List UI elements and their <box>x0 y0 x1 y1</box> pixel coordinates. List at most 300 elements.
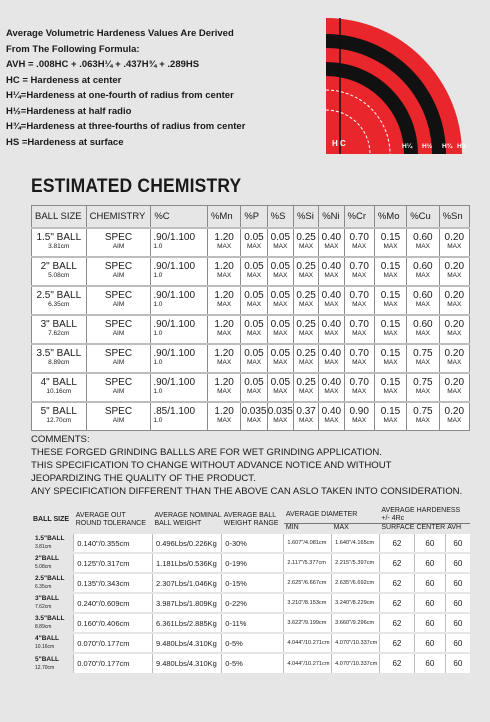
spec-weight: 0.496Lbs/0.226Kg <box>152 533 221 553</box>
cell-value: 0.05 <box>244 232 264 243</box>
cell-value: .90/1.100 <box>153 377 196 388</box>
cell-subvalue: 3.81cm <box>48 243 70 250</box>
cell-subvalue: MAX <box>246 388 262 395</box>
chemistry-row <box>32 344 470 373</box>
spec-min: 1.607"/4.081cm <box>284 533 332 553</box>
col-header: %Mn <box>207 206 240 228</box>
cell-value: 3.5" BALL <box>36 348 82 359</box>
cell-value: .90/1.100 <box>153 348 196 359</box>
cell-value: SPEC <box>104 319 133 330</box>
cell-value: 0.05 <box>270 377 291 388</box>
spec-tolerance: 0.240"/0.609cm <box>74 593 153 613</box>
spec-ball-size-mm: 3.81cm <box>35 544 52 550</box>
cell-value: 0.25 <box>296 377 316 388</box>
cell-subvalue: 1.0 <box>153 388 163 395</box>
spec-ball-size: 3"BALL <box>35 595 60 602</box>
formula-line: Average Volumetric Hardeness Values Are Derived <box>6 28 234 39</box>
cell-value: .90/1.100 <box>153 290 196 301</box>
spec-row <box>31 573 470 593</box>
spec-range: 0-22% <box>222 593 284 613</box>
cell-value: 0.05 <box>270 290 291 301</box>
cell-value: 0.05 <box>244 261 264 272</box>
cell-value: SPEC <box>104 348 133 359</box>
spec-ball-size: 4"BALL <box>35 635 60 642</box>
cell-value: .90/1.100 <box>153 261 196 272</box>
cell-value: 0.70 <box>349 377 369 388</box>
cell-value: 0.40 <box>321 406 342 418</box>
cell-value: SPEC <box>104 261 133 272</box>
cell-subvalue: MAX <box>246 417 262 425</box>
spec-header-min: MIN <box>284 524 332 534</box>
cell-value: 0.15 <box>380 290 401 301</box>
spec-range: 0-30% <box>222 533 284 553</box>
spec-avh: 60 <box>445 653 470 673</box>
formula-line: From The Following Formula: <box>6 43 140 55</box>
spec-avh: 60 <box>445 613 470 633</box>
col-header: %Sn <box>439 206 469 228</box>
spec-surface: 62 <box>379 573 414 593</box>
cell-value: 1.20 <box>214 348 234 359</box>
formula-block <box>6 26 326 150</box>
cell-subvalue: MAX <box>217 243 232 250</box>
col-header: %C <box>151 206 208 228</box>
cell-subvalue: 10.16cm <box>46 388 72 395</box>
spec-row <box>31 633 470 653</box>
spec-tolerance: 0.070"/0.177cm <box>74 633 153 653</box>
cell-subvalue: MAX <box>352 330 367 337</box>
spec-min: 4.044"/10.271cm <box>284 633 332 653</box>
col-header: %Mo <box>374 206 406 228</box>
cell-subvalue: 1.0 <box>153 301 163 308</box>
cell-subvalue: MAX <box>324 243 339 250</box>
spec-min: 3.210"/8.153cm <box>284 593 332 613</box>
cell-subvalue: MAX <box>352 388 367 395</box>
cell-value: 0.05 <box>244 290 264 301</box>
chemistry-header-row <box>32 206 470 228</box>
cell-subvalue: MAX <box>324 417 339 425</box>
cell-value: 0.20 <box>444 290 465 301</box>
spec-weight: 2.307Lbs/1.046Kg <box>152 573 221 593</box>
cell-value: 0.035 <box>267 406 293 418</box>
spec-max: 3.240"/8.229cm <box>332 593 380 613</box>
cell-subvalue: MAX <box>324 301 339 308</box>
cell-subvalue: MAX <box>246 301 262 308</box>
comment-line: ANY SPECIFICATION DIFFERENT THAN THE ABOVE CAN ASLO TAKEN INTO CONSIDERATION. <box>31 486 463 497</box>
cell-subvalue: 1.0 <box>153 417 163 425</box>
spec-header-row <box>31 507 470 524</box>
cell-subvalue: MAX <box>352 301 367 308</box>
col-header: %Cu <box>407 206 439 228</box>
spec-avh: 60 <box>445 573 470 593</box>
cell-subvalue: MAX <box>383 388 398 395</box>
spec-header-hardness: AVERAGE HARDENESS +/- 4Rc <box>379 507 470 524</box>
cell-subvalue: MAX <box>299 417 314 425</box>
cell-subvalue: AIM <box>112 417 125 425</box>
spec-avh: 60 <box>445 553 470 573</box>
cell-value: 0.40 <box>321 261 342 272</box>
spec-surface: 62 <box>379 593 414 613</box>
cell-value: 2.5" BALL <box>36 290 82 301</box>
cell-value: 0.25 <box>296 319 316 330</box>
cell-value: 0.15 <box>380 348 401 359</box>
cell-value: 0.15 <box>380 377 401 388</box>
spec-center: 60 <box>414 653 445 673</box>
spec-avh: 60 <box>445 633 470 653</box>
spec-avh: 60 <box>445 533 470 553</box>
cell-value: 4" BALL <box>40 377 77 388</box>
cell-value: .90/1.100 <box>153 232 196 243</box>
cell-value: 0.75 <box>413 406 433 418</box>
cell-value: 0.05 <box>270 261 291 272</box>
spec-weight: 9.480Lbs/4.310Kg <box>152 633 221 653</box>
cell-value: 0.25 <box>296 261 316 272</box>
cell-subvalue: MAX <box>447 330 462 337</box>
cell-subvalue: MAX <box>273 388 288 395</box>
spec-ball-size-mm: 12.70cm <box>35 664 55 671</box>
comments-block <box>31 433 481 498</box>
spec-ball-size: 5"BALL <box>35 655 60 663</box>
spec-center: 60 <box>414 613 445 633</box>
formula-line: H¼=Hardeness at one-fourth of radius from center <box>6 90 234 101</box>
cell-value: 0.75 <box>413 348 433 359</box>
spec-header-center: CENTER <box>416 524 446 531</box>
spec-row <box>31 533 470 553</box>
comments-heading: COMMENTS: <box>31 434 90 445</box>
hardness-quarter-circle <box>326 18 486 154</box>
label-hs: HS <box>457 143 467 150</box>
spec-tolerance: 0.140"/0.355cm <box>74 533 153 553</box>
cell-value: 0.40 <box>321 377 342 388</box>
col-header: CHEMISTRY <box>86 206 151 228</box>
cell-value: 0.05 <box>244 377 264 388</box>
cell-subvalue: AIM <box>112 359 125 366</box>
cell-value: 0.70 <box>349 319 369 330</box>
cell-subvalue: MAX <box>415 330 430 337</box>
cell-subvalue: MAX <box>415 301 430 308</box>
spec-weight: 3.987Lbs/1.809Kg <box>152 593 221 613</box>
formula-line: HC = Hardeness at center <box>6 74 122 86</box>
cell-subvalue: 12.70cm <box>46 417 72 425</box>
spec-ball-size-mm: 5.08cm <box>35 564 52 570</box>
cell-value: 3" BALL <box>40 319 77 330</box>
cell-subvalue: 6.35cm <box>48 301 70 308</box>
spec-weight: 6.361Lbs/2.885Kg <box>152 613 221 633</box>
spec-min: 2.117"/5.377cm <box>284 553 332 573</box>
cell-value: 0.60 <box>413 232 433 243</box>
spec-max: 1.640"/4.165cm <box>332 533 380 553</box>
cell-subvalue: MAX <box>299 388 314 395</box>
cell-subvalue: MAX <box>273 417 288 425</box>
cell-subvalue: MAX <box>415 417 430 425</box>
spec-range: 0-5% <box>222 653 284 673</box>
cell-value: 0.60 <box>413 261 433 272</box>
cell-value: 1.20 <box>214 319 234 330</box>
cell-subvalue: MAX <box>324 388 339 395</box>
spec-ball-size-mm: 6.35cm <box>35 584 52 590</box>
spec-avh: 60 <box>445 593 470 613</box>
cell-subvalue: MAX <box>447 243 462 250</box>
cell-value: 0.25 <box>296 348 316 359</box>
chemistry-row <box>32 286 470 315</box>
cell-value: 0.70 <box>349 261 369 272</box>
comment-line: JEOPARDIZING THE QUALITY OF THE PRODUCT. <box>31 473 256 484</box>
spec-max: 4.070"/10.337cm <box>332 633 380 653</box>
label-h12: H½ <box>422 143 433 150</box>
cell-subvalue: MAX <box>217 301 232 308</box>
spec-ball-size: 1.5"BALL <box>35 535 65 542</box>
chemistry-row <box>32 402 470 431</box>
spec-range: 0-15% <box>222 573 284 593</box>
cell-value: SPEC <box>104 290 133 301</box>
spec-row <box>31 653 470 673</box>
spec-center: 60 <box>414 593 445 613</box>
cell-value: 0.20 <box>444 232 465 243</box>
cell-subvalue: 1.0 <box>153 243 163 250</box>
cell-value: 1.20 <box>214 377 234 388</box>
cell-value: 1.5" BALL <box>36 232 82 243</box>
spec-surface: 62 <box>379 613 414 633</box>
cell-value: 0.05 <box>270 348 291 359</box>
cell-subvalue: MAX <box>273 301 288 308</box>
cell-value: 0.035 <box>241 406 267 418</box>
spec-weight: 9.480Lbs/4.310Kg <box>152 653 221 673</box>
cell-subvalue: AIM <box>112 330 125 337</box>
cell-subvalue: 7.62cm <box>48 330 70 337</box>
formula-line: HS =Hardeness at surface <box>6 136 124 148</box>
cell-value: 0.25 <box>296 232 316 243</box>
col-header: BALL SIZE <box>32 206 87 228</box>
spec-ball-size: 2"BALL <box>35 555 60 562</box>
chemistry-row <box>32 257 470 286</box>
spec-surface: 62 <box>379 633 414 653</box>
chemistry-row <box>32 315 470 344</box>
cell-value: 0.05 <box>270 232 291 243</box>
cell-value: 1.20 <box>214 290 234 301</box>
cell-value: .90/1.100 <box>153 319 196 330</box>
cell-subvalue: MAX <box>246 330 262 337</box>
cell-subvalue: MAX <box>217 388 232 395</box>
cell-subvalue: MAX <box>415 272 430 279</box>
spec-range: 0-11% <box>222 613 284 633</box>
spec-weight: 1.181Lbs/0.536Kg <box>152 553 221 573</box>
cell-value: 0.20 <box>444 348 465 359</box>
cell-subvalue: MAX <box>447 417 462 425</box>
spec-max: 4.070"/10.337cm <box>332 653 380 673</box>
cell-subvalue: MAX <box>299 359 314 366</box>
cell-value: 0.15 <box>380 406 401 418</box>
cell-subvalue: MAX <box>447 272 462 279</box>
spec-ball-size: 3.5"BALL <box>35 615 65 622</box>
cell-subvalue: 1.0 <box>153 330 163 337</box>
cell-value: 0.15 <box>380 232 401 243</box>
cell-subvalue: 5.08cm <box>48 272 70 279</box>
spec-header-ball-size: BALL SIZE <box>31 507 74 533</box>
col-header: %P <box>241 206 267 228</box>
cell-subvalue: MAX <box>273 272 288 279</box>
spec-tolerance: 0.070"/0.177cm <box>74 653 153 673</box>
cell-subvalue: MAX <box>246 272 262 279</box>
col-header: %Ni <box>319 206 344 228</box>
cell-subvalue: MAX <box>383 272 398 279</box>
spec-header-max: MAX <box>332 524 380 534</box>
comment-line: THESE FORGED GRINDING BALLLS ARE FOR WET GRINDING APPLICATION. <box>31 447 382 458</box>
spec-min: 2.625"/6.667cm <box>284 573 332 593</box>
spec-ball-size-mm: 7.62cm <box>35 604 52 610</box>
cell-subvalue: MAX <box>415 359 430 366</box>
spec-center: 60 <box>414 573 445 593</box>
cell-subvalue: MAX <box>352 359 367 366</box>
spec-max: 3.660"/9.296cm <box>332 613 380 633</box>
cell-value: 0.40 <box>321 348 342 359</box>
cell-subvalue: MAX <box>299 330 314 337</box>
cell-value: 0.15 <box>380 319 401 330</box>
cell-subvalue: 1.0 <box>153 359 163 366</box>
col-header: %Cr <box>344 206 374 228</box>
spec-center: 60 <box>414 553 445 573</box>
cell-subvalue: MAX <box>324 359 339 366</box>
cell-subvalue: MAX <box>299 301 314 308</box>
spec-row <box>31 593 470 613</box>
spec-header-diameter: AVERAGE DIAMETER <box>284 507 380 524</box>
spec-surface: 62 <box>379 553 414 573</box>
cell-value: 1.20 <box>214 406 234 418</box>
cell-value: 0.40 <box>321 290 342 301</box>
cell-subvalue: MAX <box>383 417 398 425</box>
chemistry-table <box>31 205 470 431</box>
spec-center: 60 <box>414 633 445 653</box>
spec-tolerance: 0.125"/0.317cm <box>74 553 153 573</box>
cell-subvalue: MAX <box>273 243 288 250</box>
cell-subvalue: MAX <box>447 388 462 395</box>
label-h34: H¾ <box>442 143 453 150</box>
cell-subvalue: MAX <box>273 359 288 366</box>
cell-subvalue: AIM <box>112 272 125 279</box>
cell-subvalue: MAX <box>217 272 232 279</box>
comment-line: THIS SPECIFICATION TO CHANGE WITHOUT ADVANCE NOTICE AND WITHOUT <box>31 460 392 471</box>
cell-subvalue: MAX <box>383 243 398 250</box>
cell-value: 1.20 <box>214 261 234 272</box>
cell-subvalue: MAX <box>217 330 232 337</box>
cell-subvalue: MAX <box>217 417 232 425</box>
cell-value: 2" BALL <box>40 261 77 272</box>
cell-subvalue: MAX <box>415 388 430 395</box>
cell-value: SPEC <box>104 406 133 418</box>
cell-subvalue: MAX <box>383 330 398 337</box>
cell-subvalue: MAX <box>217 359 232 366</box>
chemistry-row <box>32 373 470 402</box>
cell-subvalue: MAX <box>352 243 367 250</box>
spec-header-surface: SURFACE <box>381 524 415 531</box>
cell-value: 0.60 <box>413 319 433 330</box>
cell-subvalue: AIM <box>112 243 125 250</box>
cell-subvalue: MAX <box>383 301 398 308</box>
cell-subvalue: MAX <box>246 359 262 366</box>
spec-ball-size-mm: 10.16cm <box>35 644 55 650</box>
cell-subvalue: MAX <box>447 359 462 366</box>
cell-value: 0.25 <box>296 290 316 301</box>
cell-subvalue: MAX <box>324 272 339 279</box>
cell-value: .85/1.100 <box>153 406 196 418</box>
spec-range: 0-19% <box>222 553 284 573</box>
cell-value: 0.90 <box>349 406 369 418</box>
spec-header-tolerance: AVERAGE OUT ROUND TOLERANCE <box>74 507 153 533</box>
cell-subvalue: MAX <box>383 359 398 366</box>
spec-header-weight: AVERAGE NOMINAL BALL WEIGHT <box>152 507 221 533</box>
spec-ball-size: 2.5"BALL <box>35 575 65 582</box>
cell-value: 0.70 <box>349 290 369 301</box>
cell-value: 0.37 <box>296 406 316 418</box>
cell-value: 0.40 <box>321 319 342 330</box>
cell-subvalue: MAX <box>273 330 288 337</box>
cell-subvalue: MAX <box>415 243 430 250</box>
col-header: %S <box>267 206 293 228</box>
cell-value: SPEC <box>104 232 133 243</box>
cell-subvalue: MAX <box>299 243 314 250</box>
cell-value: 0.20 <box>444 377 465 388</box>
cell-subvalue: MAX <box>352 417 367 425</box>
chemistry-row <box>32 228 470 257</box>
formula-line: H½=Hardeness at half radio <box>6 105 132 117</box>
cell-subvalue: MAX <box>246 243 262 250</box>
cell-value: 0.75 <box>413 377 433 388</box>
hardness-diagram <box>326 18 486 154</box>
formula-line: H¾=Hardeness at three-fourths of radius from center <box>6 121 246 132</box>
cell-value: 0.20 <box>444 261 465 272</box>
spec-header-avh: AVH <box>445 524 470 534</box>
cell-value: 0.70 <box>349 232 369 243</box>
cell-value: 5" BALL <box>40 406 77 418</box>
cell-value: 0.05 <box>244 348 264 359</box>
spec-max: 2.215"/5.397cm <box>332 553 380 573</box>
spec-min: 4.044"/10.271cm <box>284 653 332 673</box>
cell-value: 1.20 <box>214 232 234 243</box>
cell-subvalue: 8.89cm <box>48 359 70 366</box>
cell-subvalue: MAX <box>447 301 462 308</box>
cell-subvalue: 1.0 <box>153 272 163 279</box>
cell-value: 0.60 <box>413 290 433 301</box>
spec-tolerance: 0.160"/0.406cm <box>74 613 153 633</box>
label-hc: H C <box>332 139 346 148</box>
spec-center: 60 <box>414 533 445 553</box>
cell-subvalue: MAX <box>299 272 314 279</box>
cell-subvalue: MAX <box>324 330 339 337</box>
spec-surface: 62 <box>379 533 414 553</box>
spec-surface: 62 <box>379 653 414 673</box>
cell-value: 0.05 <box>244 319 264 330</box>
spec-row <box>31 613 470 633</box>
spec-header-range: AVERAGE BALL WEIGHT RANGE <box>222 507 284 533</box>
spec-max: 2.635"/6.692cm <box>332 573 380 593</box>
cell-subvalue: MAX <box>352 272 367 279</box>
spec-range: 0-5% <box>222 633 284 653</box>
cell-value: 0.70 <box>349 348 369 359</box>
cell-subvalue: AIM <box>112 301 125 308</box>
label-h14: H¼ <box>402 143 413 150</box>
cell-value: 0.15 <box>380 261 401 272</box>
spec-row <box>31 553 470 573</box>
cell-subvalue: AIM <box>112 388 125 395</box>
cell-value: 0.40 <box>321 232 342 243</box>
cell-value: 0.20 <box>444 319 465 330</box>
col-header: %Si <box>293 206 318 228</box>
formula-line: AVH = .008HC + .063H¼ + .437H¾ + .289HS <box>6 59 200 70</box>
section-title: ESTIMATED CHEMISTRY <box>31 176 242 197</box>
spec-tolerance: 0.135"/0.343cm <box>74 573 153 593</box>
spec-ball-size-mm: 8.89cm <box>35 624 52 630</box>
cell-value: 0.05 <box>270 319 291 330</box>
spec-min: 3.622"/9.199cm <box>284 613 332 633</box>
cell-value: 0.20 <box>444 406 465 418</box>
